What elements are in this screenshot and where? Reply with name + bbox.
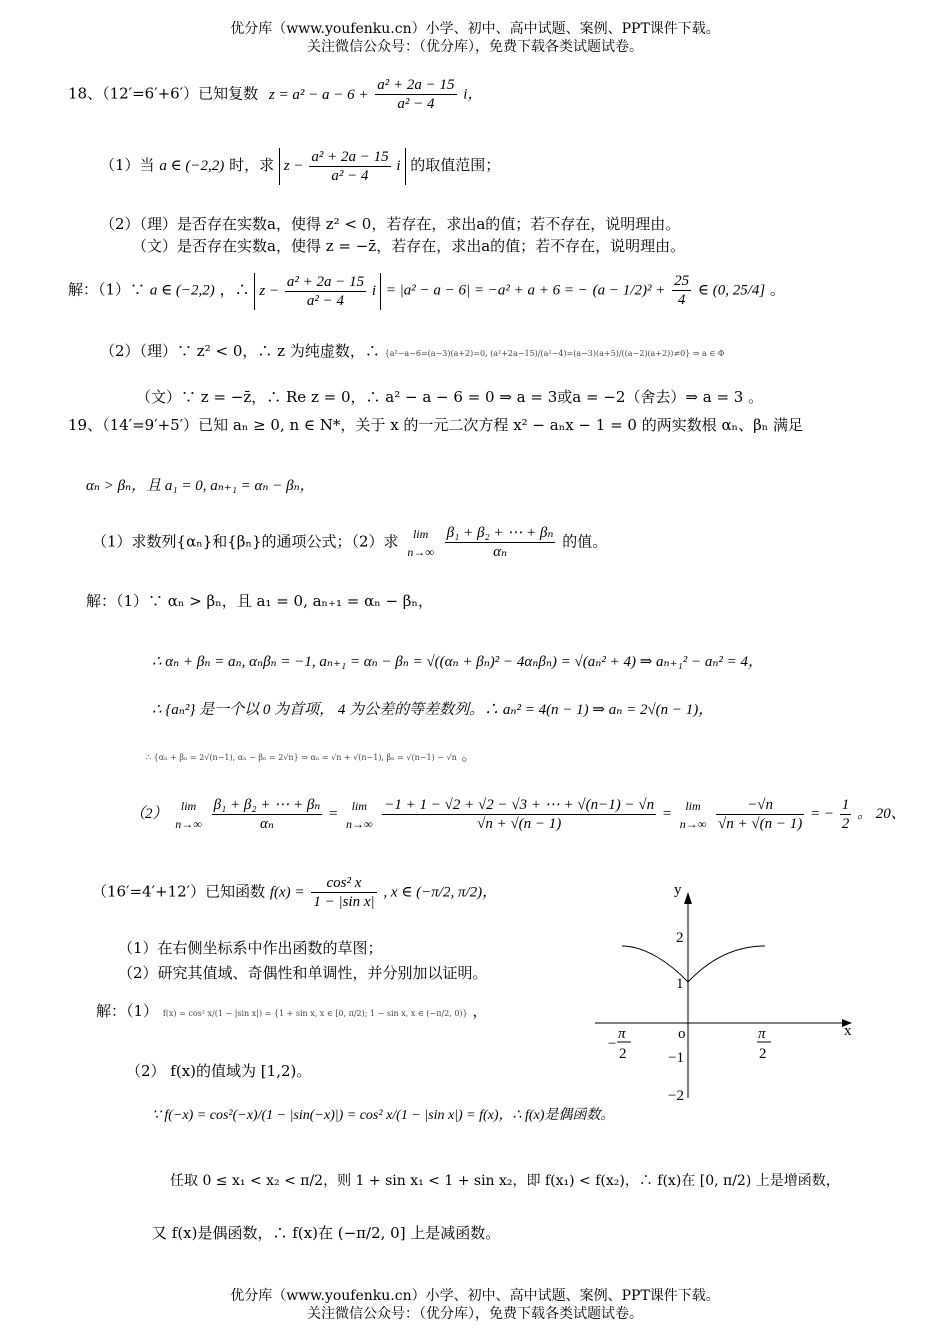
q19-parts-num: β₁ + β₂ + ⋯ + βₙ [446,525,554,541]
q20-part2: （2）研究其值域、奇偶性和单调性，并分别加以证明。 [118,964,488,982]
q18-sol1-a: 解：（1）∵ [68,280,146,299]
q18-p1-abs [279,148,406,185]
q18-sol1-frac-25: 25 [674,273,690,289]
q18-sol2-li-system: {a²−a−6=(a−3)(a+2)=0, (a²+2a−15)/(a²−4)=(a−3)(a+5)/((a−2)(a+2))≠0} ⇒ a ∈ Φ [384,349,725,358]
q20-sol2: （2） f(x)的值域为 [1,2)。 [126,1062,312,1080]
q19-sol-e-res: = − [809,805,834,822]
q18-frac-num: a² + 2a − 15 [377,77,455,93]
q19-lim [405,525,436,561]
q19-parts-frac [445,524,556,561]
q19-parts-a: （1）求数列{αₙ}和{βₙ}的通项公式；（2）求 [92,532,399,551]
graph-y-label: y [674,882,682,898]
q18-solution-2-wen: （文）∵ z = −z̄，∴ Re z = 0，∴ a² − a − 6 = 0 ⇒ a = 3或a = −2（舍去）⇒ a = 3 。 [136,388,764,406]
q18-sol1-abs [254,273,381,310]
q20-sol1 [96,1000,487,1021]
q20-sol3: ∵ f(−x) = cos²(−x)/(1 − |sin(−x)|) = cos² x/(1 − |sin x|) = f(x)，∴ f(x)是偶函数。 [152,1108,615,1123]
q19-sol-e-lim1-text: lim [180,798,197,813]
q19-parts-den: αₙ [493,544,508,560]
graph-x-label: x [844,1023,852,1039]
q18-p1-cond: a ∈ (−2,2) [159,157,225,174]
q19-sol-e-num3: −√n [716,796,804,815]
q18-statement [68,76,482,113]
q19-sol-e-lim2-sub: n→∞ [346,816,373,831]
q19-sol-d-end: 。 [461,746,477,764]
q18-part2-wen: （文）是否存在实数a，使得 z = −z̄，若存在，求出a的值；若不存在，说明理由。 [132,237,686,255]
q18-sol2-li-text: （2）（理）∵ z² < 0，∴ z 为纯虚数，∴ [100,342,380,360]
q18-sol1-b: ，∴ [219,280,250,299]
graph-y-tick-1: 1 [676,976,684,992]
q19-lim-text: lim [412,526,429,541]
q18-p1-text-b: 时，求 [229,155,275,174]
q19-sol-e-lim2 [344,797,375,833]
q20-sol1-label: 解：（1） [96,1002,159,1020]
q19-sol-e-frac3 [716,796,804,833]
q20-func: f(x) = [269,884,305,901]
q18-p1-abs-left: z − [283,157,304,174]
q19-sol-e-half [840,796,852,833]
q20-sol5: 又 f(x)是偶函数，∴ f(x)在 (−π/2, 0] 上是减函数。 [152,1224,501,1242]
q19-sol-b: ∴ αₙ + βₙ = aₙ, αₙβₙ = −1, aₙ₊₁ = αₙ − βₙ = √((αₙ + βₙ)² − 4αₙβₙ) = √(aₙ² + 4) ⇒ aₙ₊₁² − aₙ² = 4， [152,654,764,670]
footer-line-1: 优分库（www.youfenku.cn）小学、初中、高中试题、案例、PPT课件下载。 [230,1288,720,1304]
header-line-2: 关注微信公众号：（优分库），免费下载各类试题试卷。 [307,39,643,55]
graph-x-right-num: π [758,1026,766,1042]
header-line-1: 优分库（www.youfenku.cn）小学、初中、高中试题、案例、PPT课件下载。 [230,21,720,37]
q18-sol1-half: (a − 1/2)² + [592,282,666,299]
q18-p1-frac-den: a² − 4 [331,168,369,184]
graph-y-tick-neg1: −1 [668,1050,684,1066]
q20-domain: , x ∈ (−π/2, π/2)， [383,884,498,901]
footer-line-2: 关注微信公众号：（优分库），免费下载各类试题试卷。 [307,1306,643,1322]
q18-head: 18、（12′=6′+6′）已知复数 [68,84,259,103]
q20-part1: （1）在右侧坐标系中作出函数的草图； [118,939,383,957]
q18-part2-li: （2）（理）是否存在实数a，使得 z² < 0，若存在，求出a的值；若不存在，说明理由。 [100,215,681,233]
q18-solution-1 [68,272,785,310]
q19-sol-e-end: 。 20、 [856,805,906,822]
q18-sol1-abs-left: z − [259,282,280,299]
q18-solution-2-li [100,340,724,361]
q18-p1-abs-frac [309,148,390,185]
q19-sol-e-lim3 [678,797,709,833]
q19-sol-d [146,744,477,765]
q19-sol-e-frac2 [382,796,656,833]
q20-head: （16′=4′+12′）已知函数 [92,882,266,901]
graph-y-tick-neg2: −2 [668,1088,684,1104]
q18-sol1-frac-den: a² − 4 [306,292,345,309]
q19-sol-e-den1: αₙ [260,816,274,832]
q20-func-num: cos² x [311,874,376,893]
q18-sol1-abs-frac [285,273,366,310]
q19-parts [92,524,607,561]
q18-sol1-c: = |a² − a − 6| = −a² + a + 6 = − [385,282,588,299]
q19-sol-e-den3: √n + √(n − 1) [718,816,803,832]
function-graph [590,878,860,1108]
q19-sol-e-lim2-text: lim [351,798,367,813]
q19-sol-e-frac1 [212,796,323,833]
q18-p1-frac-num: a² + 2a − 15 [311,149,389,165]
graph-x-right-den: 2 [759,1046,767,1062]
q18-p1-text-c: 的取值范围； [410,155,501,174]
q19-sol-e-label: （2） [130,805,168,822]
q18-fraction [375,76,456,113]
graph-x-left-num: π [618,1026,626,1042]
graph-origin: o [678,1026,686,1042]
q19-statement: 19、（14′=9′+5′）已知 aₙ ≥ 0, n ∈ N*，关于 x 的一元二次方程 x² − aₙx − 1 = 0 的两实数根 αₙ、βₙ 满足 [68,416,804,434]
q19-sol-c: ∴ {aₙ²} 是一个以 0 为首项， 4 为公差的等差数列。∴ aₙ² = 4(n − 1) ⇒ aₙ = 2√(n − 1)， [152,702,714,718]
q20-sol1-piecewise: f(x) = cos² x/(1 − |sin x|) = {1 + sin x, x ∈ [0, π/2); 1 − sin x, x ∈ (−π/2, 0)} [162,1009,468,1018]
q18-sol1-cond: a ∈ (−2,2) [149,282,215,299]
q18-sol1-d: ∈ (0, 25/4] [697,282,766,299]
q19-sol-e-num1: β₁ + β₂ + ⋯ + βₙ [213,797,321,813]
q19-sol-e-num2: −1 + 1 − √2 + √2 − √3 + ⋯ + √(n−1) − √n [384,797,655,813]
q19-sol-e: （2） lim n→∞ $\frac{\text{β₁ + β₂ + ⋯ + βₙ}}{\text{αₙ}}$ = lim n→∞ $\frac{-1 + 1 - √2 + √2 - √3 + \cdots + √(n-1) - √n}{√n + √(n - 1)}$ = lim n→∞ $\frac{-√n}{√n + √(n - 1)}$ = − $\frac{1}{2}$ 。 20、 [130,797,906,832]
q18-part1 [100,148,500,185]
q19-sol-e-half-num: 1 [841,797,850,813]
q18-tail: i， [463,86,483,103]
q19-sol-e-lim1 [173,797,204,833]
q19-sol-e-half-den: 2 [841,816,850,832]
q18-frac-den: a² − 4 [397,96,435,112]
q19-lim-sub: n→∞ [407,544,434,559]
q18-sol1-frac-25-4 [672,272,691,309]
q19-sol-e-lim3-sub: n→∞ [679,816,707,831]
q18-p1-text-a: （1）当 [100,155,155,174]
q20-func-frac [311,874,376,911]
q19-sol-e-lim3-text: lim [685,798,701,813]
q20-sol1-end: ， [472,1002,488,1020]
q18-sol1-frac-4: 4 [677,292,686,308]
function-curve [622,946,765,982]
graph-x-left-sign: − [608,1036,617,1052]
q18-sol1-abs-right: i [371,282,377,299]
q19-sol-e-den2: √n + √(n − 1) [477,816,562,832]
q18-sol1-end: 。 [770,280,786,299]
q19-condition: αₙ > βₙ，且 a₁ = 0, aₙ₊₁ = αₙ − βₙ， [86,478,315,494]
q20-sol4: 任取 0 ≤ x₁ < x₂ < π/2，则 1 + sin x₁ < 1 + sin x₂，即 f(x₁) < f(x₂)，∴ f(x)在 [0, π/2) 上是增函数， [170,1173,840,1189]
q18-formula-lhs: z = a² − a − 6 + [268,86,369,103]
y-axis-arrow-icon [684,892,692,904]
q19-sol-e-lim1-sub: n→∞ [175,816,202,831]
q19-parts-b: 的值。 [562,532,608,551]
q19-sol-d-system: ∴ {αₙ + βₙ = 2√(n−1), αₙ − βₙ = 2√n} ⇒ αₙ = √n + √(n−1), βₙ = √(n−1) − √n [146,753,457,762]
graph-y-tick-2: 2 [676,930,684,946]
q19-sol-a: 解：（1）∵ αₙ > βₙ，且 a₁ = 0, aₙ₊₁ = αₙ − βₙ， [86,592,433,610]
q20-func-den: 1 − |sin x| [313,894,375,910]
graph-x-left-den: 2 [619,1046,627,1062]
q18-p1-abs-right: i [396,157,401,174]
q18-sol1-frac-num: a² + 2a − 15 [286,273,365,290]
q20-statement [92,874,497,911]
